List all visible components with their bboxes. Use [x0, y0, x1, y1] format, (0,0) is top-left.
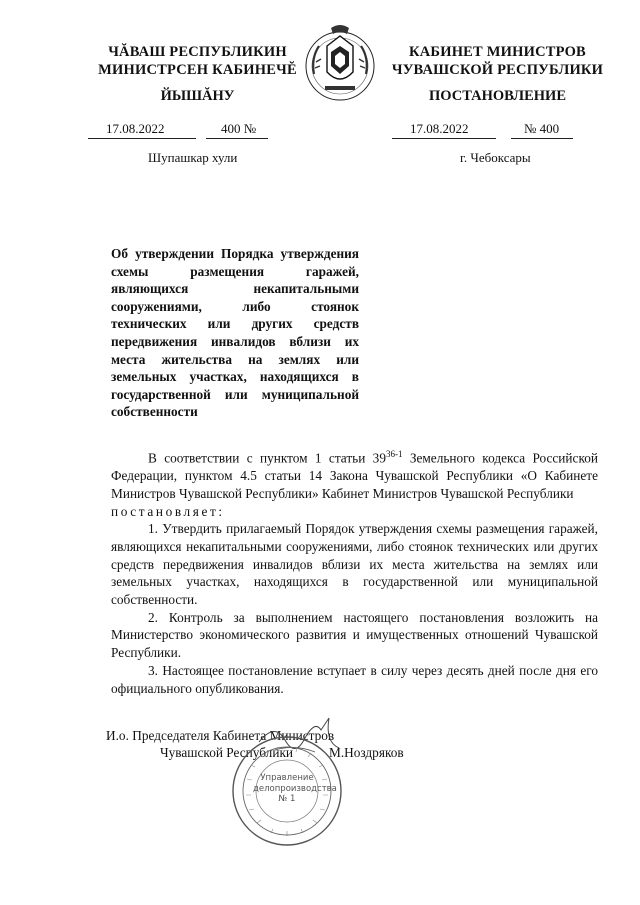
- left-date: 17.08.2022: [106, 121, 165, 136]
- header-right-line2: ЧУВАШСКОЙ РЕСПУБЛИКИ: [391, 62, 604, 78]
- intro-text-after: Земельного кодекса Российской Федерации, пунктом 4.5 статьи 14 Закона Чувашской Республики «О Кабинете Министров Чувашской Республики» Кабинет Министров Чувашской Республики: [111, 450, 598, 501]
- stamp-center-text: [253, 773, 337, 805]
- header-right-doc-type: ПОСТАНОВЛЕНИЕ: [428, 88, 566, 104]
- stamp-line3: № 1: [278, 794, 296, 804]
- header-left-line2: МИНИСТРСЕН КАБИНЕЧĔ: [98, 62, 297, 78]
- item-2: 2. Контроль за выполнением настоящего постановления возложить на Министерство экономического развития и имущественных отношений Чувашской Республики.: [111, 609, 598, 661]
- coat-of-arms-emblem: [301, 22, 379, 106]
- document-title: Об утверждении Порядка утверждения схемы размещения гаражей, являющихся некапитальными сооружениями, либо стоянок технических или других средств передвижения инвалидов вблизи их места жительства на землях или земельных участках, находящихся в государственной или муниципальной собственности: [111, 246, 359, 420]
- official-stamp: [231, 735, 343, 847]
- header-left-org: [90, 43, 305, 79]
- header-left-line1: ЧĂВАШ РЕСПУБЛИКИН: [108, 44, 287, 60]
- item-1: 1. Утвердить прилагаемый Порядок утверждения схемы размещения гаражей, являющихся некапитальными сооружениями, либо стоянок технических или других средств передвижения инвалидов вблизи их места жительства на землях или земельных участках, находящихся в государственной или муниципальной собственности.: [111, 521, 598, 608]
- signature-line2: Чувашской Республики: [160, 745, 294, 760]
- right-city: г. Чебоксары: [460, 150, 531, 165]
- emblem-icon: [301, 22, 379, 106]
- header-right-org: [385, 43, 610, 79]
- decree-word: постановляет:: [111, 503, 225, 519]
- stamp-line2: делопроизводства: [253, 783, 337, 794]
- header-left-doc-type: ЙЫШĂНУ: [160, 88, 235, 104]
- intro-text-before: В соответствии с пунктом 1 статьи 39: [148, 450, 386, 466]
- left-city: Шупашкар хули: [148, 150, 238, 165]
- left-number: 400 №: [221, 121, 257, 136]
- right-date: 17.08.2022: [410, 121, 469, 136]
- header-right-line1: КАБИНЕТ МИНИСТРОВ: [409, 44, 586, 60]
- right-number: № 400: [524, 121, 560, 136]
- intro-superscript: 36-1: [385, 449, 403, 459]
- item-3: 3. Настоящее постановление вступает в силу через десять дней после дня его официального опубликования.: [111, 662, 598, 696]
- signature-line1: И.о. Председателя Кабинета Министров: [106, 728, 335, 743]
- stamp-line1: Управление: [260, 773, 314, 783]
- document-body: [111, 446, 598, 697]
- intro-paragraph: [111, 446, 598, 503]
- signature-name: М.Ноздряков: [329, 745, 404, 760]
